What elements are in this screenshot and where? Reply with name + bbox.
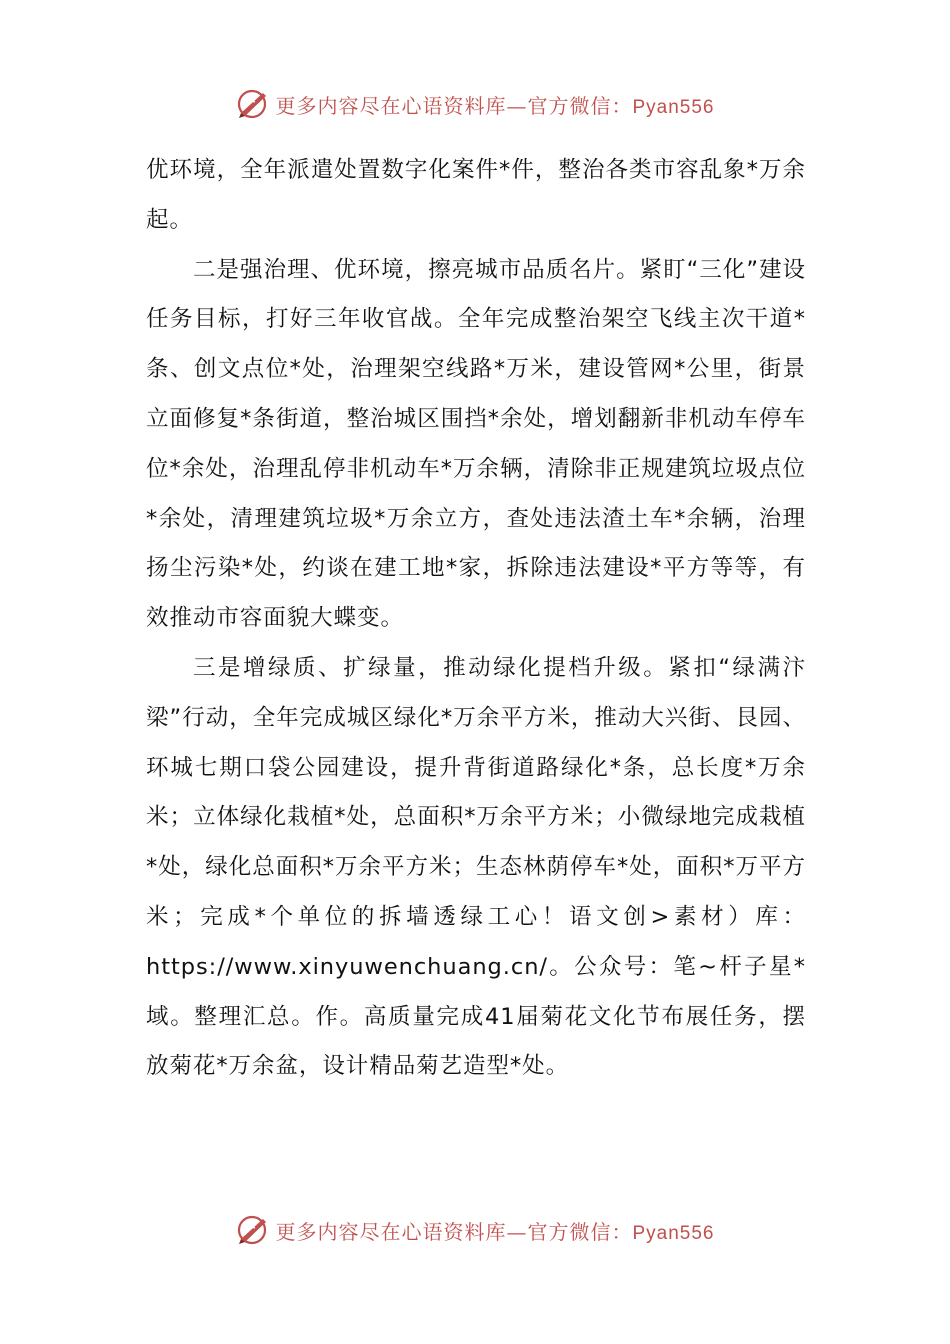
header-banner [0,84,950,124]
pen-logo-icon [235,1212,271,1248]
pen-logo-icon [235,86,271,122]
banner-text: 更多内容尽在心语资料库—官方微信：Pyan556 [275,93,715,118]
document-body [146,146,806,1092]
wechat-id: Pyan556 [632,96,715,118]
banner-text: 更多内容尽在心语资料库—官方微信：Pyan556 [275,1219,715,1244]
paragraph-3: 三是增绿质、扩绿量，推动绿化提档升级。紧扣“绿满汴梁”行动，全年完成城区绿化*万余平方米，推动大兴街、艮园、环城七期口袋公园建设，提升背街道路绿化*条，总长度*万余米；立体绿化栽植*处，总面积*万余平方米；小微绿地完成栽植*处，绿化总面积*万余平方米；生态林荫停车*处，面积*万平方米；完成*个单位的拆墙透绿工心！语文创>素材）库：https://www.xinyuwenchuang.cn/。公众号：笔~杆子星*域。整理汇总。作。高质量完成41届菊花文化节布展任务，摆放菊花*万余盆，设计精品菊艺造型*处。 [146,654,806,1080]
wechat-id: Pyan556 [632,1222,715,1244]
paragraph-1: 优环境，全年派遣处置数字化案件*件，整治各类市容乱象*万余起。 [146,157,806,233]
paragraph-2: 二是强治理、优环境，擦亮城市品质名片。紧盯“三化”建设任务目标，打好三年收官战。全年完成整治架空飞线主次干道*条、创文点位*处，治理架空线路*万米，建设管网*公里，街景立面修复*条街道，整治城区围挡*余处，增划翻新非机动车停车位*余处，治理乱停非机动车*万余辆，清除非正规建筑垃圾点位*余处，清理建筑垃圾*万余立方，查处违法渣土车*余辆，治理扬尘污染*处，约谈在建工地*家，拆除违法建设*平方等等，有效推动市容面貌大蝶变。 [146,256,806,632]
footer-banner [0,1210,950,1250]
